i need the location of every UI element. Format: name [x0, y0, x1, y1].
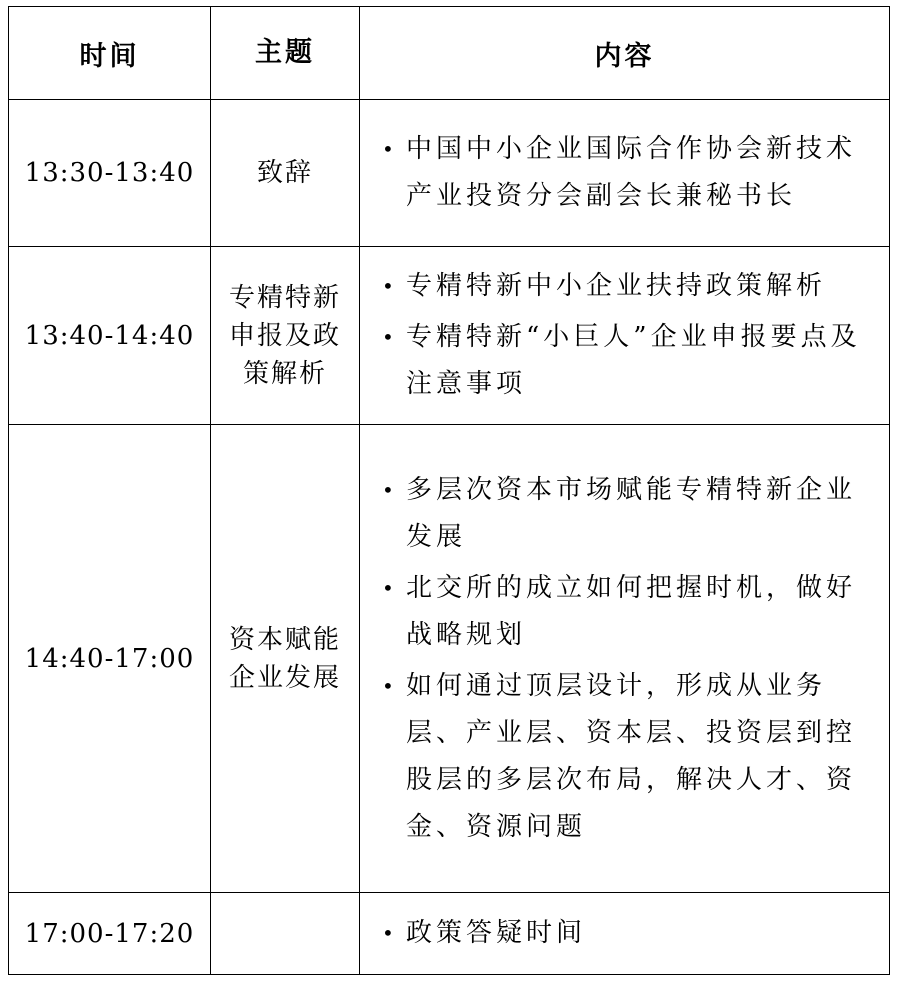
list-item	[382, 263, 871, 310]
header-topic: 主题	[211, 7, 360, 99]
point-text: 北交所的成立如何把握时机，做好战略规划	[406, 572, 857, 650]
bullet-icon: •	[382, 673, 398, 698]
row-content	[360, 100, 889, 246]
row-time: 17:00-17:20	[9, 893, 211, 974]
point-text: 专精特新中小企业扶持政策解析	[406, 271, 827, 301]
bullet-icon: •	[382, 575, 398, 600]
table-row	[9, 100, 889, 247]
list-item	[382, 467, 871, 561]
agenda-table	[8, 6, 890, 975]
row-content	[360, 893, 889, 974]
list-item	[382, 663, 871, 851]
row-time: 14:40-17:00	[9, 425, 211, 892]
bullet-icon: •	[382, 477, 398, 502]
row-time: 13:30-13:40	[9, 100, 211, 246]
table-row	[9, 425, 889, 893]
row-content	[360, 247, 889, 424]
list-item	[382, 565, 871, 659]
row-topic: 专精特新申报及政策解析	[211, 247, 360, 424]
point-text: 多层次资本市场赋能专精特新企业发展	[406, 474, 857, 552]
bullet-icon: •	[382, 921, 398, 945]
header-row	[9, 7, 889, 100]
row-content	[360, 425, 889, 892]
list-item	[382, 126, 871, 220]
table-row	[9, 893, 889, 974]
point-text: 中国中小企业国际合作协会新技术产业投资分会副会长兼秘书长	[406, 134, 857, 211]
point-text: 政策答疑时间	[406, 918, 587, 948]
row-time: 13:40-14:40	[9, 247, 211, 424]
header-content: 内容	[594, 40, 655, 72]
table-row	[9, 247, 889, 425]
list-item	[382, 314, 871, 408]
point-text: 如何通过顶层设计，形成从业务层、产业层、资本层、投资层到控股层的多层次布局，解决人才、资金、资源问题	[406, 670, 857, 842]
point-text: 专精特新“小巨人”企业申报要点及注意事项	[406, 322, 861, 399]
list-item	[382, 910, 871, 957]
bullet-icon: •	[382, 137, 398, 161]
bullet-icon: •	[382, 274, 398, 298]
row-topic: 资本赋能企业发展	[211, 425, 360, 892]
bullet-icon: •	[382, 325, 398, 349]
row-topic	[211, 893, 360, 974]
row-topic: 致辞	[211, 100, 360, 246]
header-time: 时间	[9, 7, 211, 99]
